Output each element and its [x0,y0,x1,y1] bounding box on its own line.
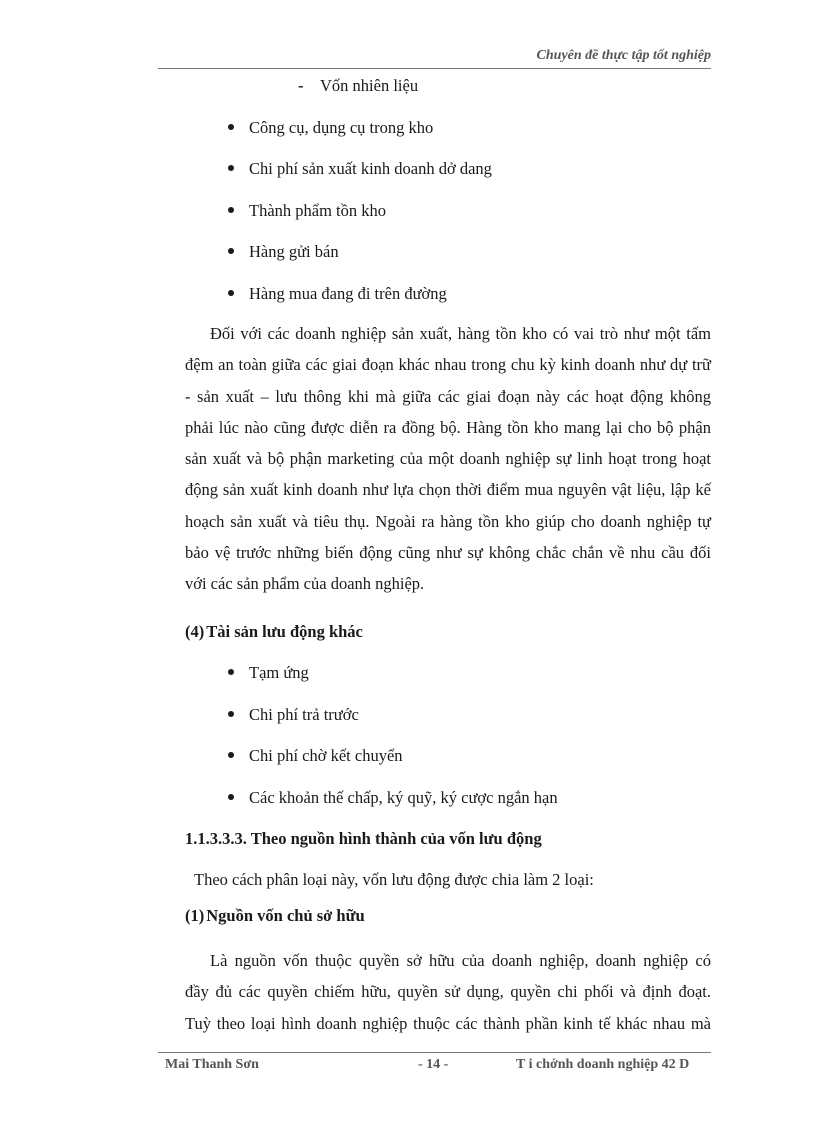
bullet-item [228,788,558,808]
bullet-item [228,118,433,138]
footer-author: Mai Thanh Sơn [165,1057,259,1072]
bullet-icon [228,290,234,296]
paragraph-line: Là nguồn vốn thuộc quyền sở hữu của doanh nghiệp, doanh nghiệp có [210,951,711,970]
bullet-item [228,663,309,683]
bullet-item [228,242,339,262]
bullet-icon [228,124,234,130]
paragraph-line: động sản xuất kinh doanh như lựa chọn thời điểm mua nguyên vật liệu, lập kế [185,480,711,500]
paragraph-line: - sản xuất – lưu thông khi mà giữa các giai đoạn này các hoạt động không [185,386,711,406]
bullet-text: Hàng gửi bán [249,242,339,261]
bullet-text: Chi phí sản xuất kinh doanh dở dang [249,159,492,178]
bullet-text: Công cụ, dụng cụ trong kho [249,118,434,137]
dash-item-text: Vốn nhiên liệu [320,76,419,95]
heading-equity [185,906,365,926]
heading-number: (1) [185,906,205,925]
heading-text: Nguồn vốn chủ sở hữu [206,906,365,925]
bullet-item [228,159,492,179]
section-heading: 1.1.3.3.3. Theo nguồn hình thành của vốn lưu động [185,829,542,848]
bullet-icon [228,711,234,717]
footer-page-number: - 14 - [418,1057,449,1072]
dash-list-item [298,76,418,96]
heading-number: (4) [185,622,205,641]
bullet-icon [228,207,234,213]
dash-marker: - [298,76,304,95]
bullet-text: Tạm ứng [249,663,309,682]
paragraph-line: Đối với các doanh nghiệp sản xuất, hàng tồn kho có vai trò như một tấm [210,324,711,343]
bullet-text: Thành phẩm tồn kho [249,201,387,220]
bullet-item [228,746,403,766]
paragraph-equity [185,945,711,1039]
bullet-text: Chi phí trả trước [249,705,359,724]
paragraph-line: sản xuất và bộ phận marketing của một doanh nghiệp sự linh hoạt trong hoạt [185,449,711,469]
paragraph-line: bảo vệ trước những biến động cũng như sự không chắc chắn về nhu cầu đối [185,543,711,563]
bullet-item [228,284,447,304]
bullet-icon [228,165,234,171]
page-header-title: Chuyên đề thực tập tốt nghiệp [536,48,711,63]
bullet-icon [228,669,234,675]
paragraph-line: với các sản phẩm của doanh nghiệp. [185,574,425,594]
paragraph-line: đệm an toàn giữa các giai đoạn khác nhau trong chu kỳ kinh doanh như dự trữ [185,355,711,375]
paragraph-line: đầy đủ các quyền chiếm hữu, quyền sử dụng, quyền chi phối và định đoạt. [185,982,711,1002]
bullet-item [228,705,359,725]
paragraph-inventory [185,318,711,600]
bullet-icon [228,752,234,758]
heading-text: Tài sản lưu động khác [206,622,363,641]
heading-other-current-assets [185,622,363,642]
bullet-item [228,201,386,221]
header-rule [158,68,711,69]
paragraph-line: hoạch sản xuất và tiêu thụ. Ngoài ra hàng tồn kho giúp cho doanh nghiệp tự [185,511,711,531]
footer-class: T i chớnh doanh nghiệp 42 D [516,1057,690,1072]
footer-rule [158,1052,711,1053]
bullet-icon [228,248,234,254]
bullet-text: Hàng mua đang đi trên đường [249,284,447,303]
intro-line: Theo cách phân loại này, vốn lưu động được chia làm 2 loại: [194,870,594,889]
bullet-icon [228,794,234,800]
paragraph-line: phải lúc nào cũng được diễn ra đồng bộ. Hàng tồn kho mang lại cho bộ phận [185,417,711,437]
paragraph-line: Tuỳ theo loại hình doanh nghiệp thuộc các thành phần kinh tế khác nhau mà [185,1013,711,1033]
bullet-text: Các khoản thế chấp, ký quỹ, ký cược ngắn hạn [249,788,558,807]
bullet-text: Chi phí chờ kết chuyển [249,746,403,765]
